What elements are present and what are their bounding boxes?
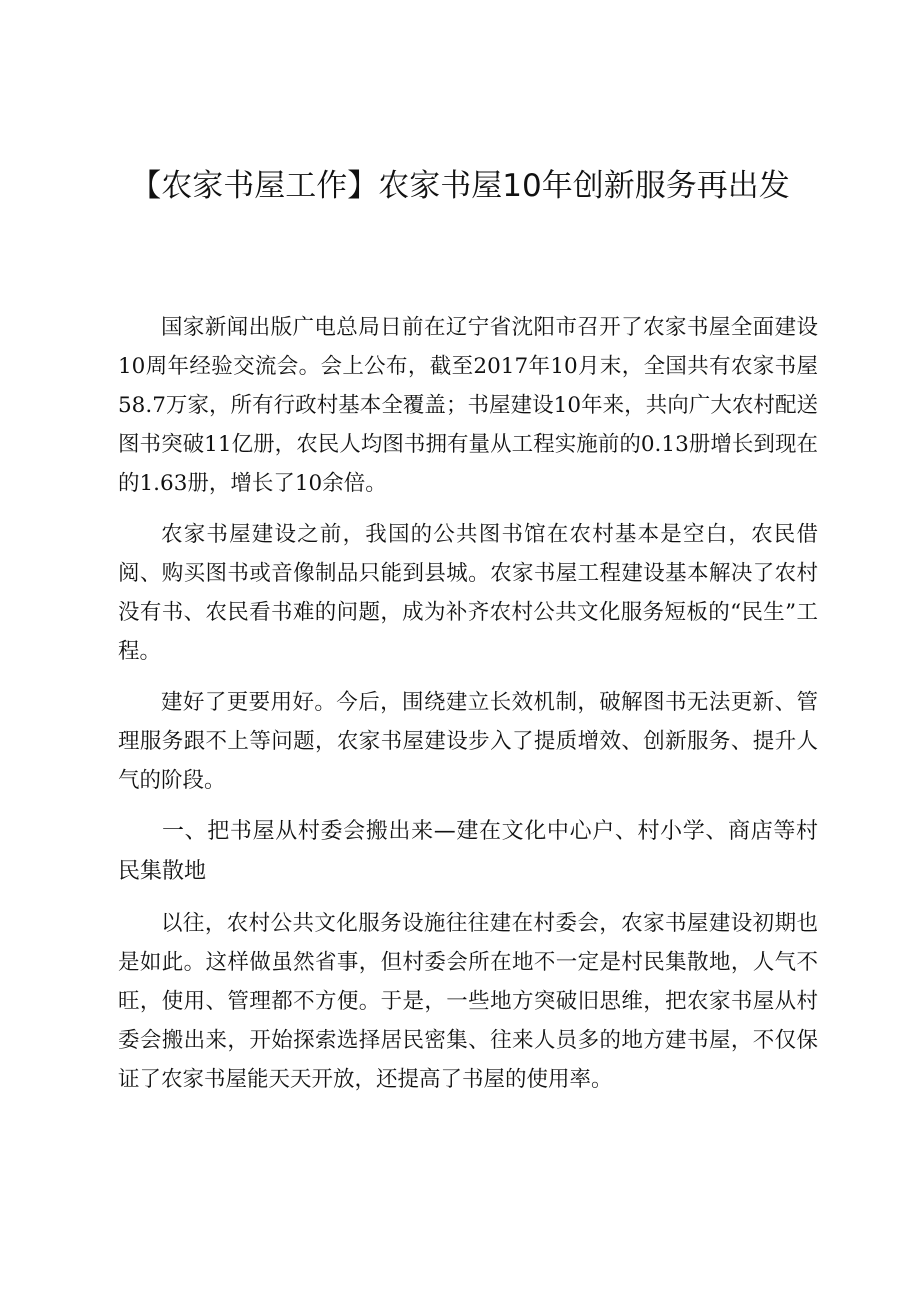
- paragraph-3: 建好了更要用好。今后，围绕建立长效机制，破解图书无法更新、管理服务跟不上等问题，农家书屋建设步入了提质增效、创新服务、提升人气的阶段。: [118, 690, 818, 793]
- document-title: 【农家书屋工作】农家书屋10年创新服务再出发: [130, 168, 790, 204]
- paragraph-1: 国家新闻出版广电总局日前在辽宁省沈阳市召开了农家书屋全面建设10周年经验交流会。会上公布，截至2017年10月末，全国共有农家书屋58.7万家，所有行政村基本全覆盖；书屋建设10年来，共向广大农村配送图书突破11亿册，农民人均图书拥有量从工程实施前的0.13册增长到现在的1.63册，增长了10余倍。: [118, 315, 818, 496]
- section-heading-1: 一、把书屋从村委会搬出来—建在文化中心户、村小学、商店等村民集散地: [118, 819, 818, 884]
- paragraph-4: 以往，农村公共文化服务设施往往建在村委会，农家书屋建设初期也是如此。这样做虽然省事，但村委会所在地不一定是村民集散地，人气不旺，使用、管理都不方便。于是，一些地方突破旧思维，把农家书屋从村委会搬出来，开始探索选择居民密集、往来人员多的地方建书屋，不仅保证了农家书屋能天天开放，还提高了书屋的使用率。: [118, 911, 818, 1092]
- document-body: [118, 308, 818, 1111]
- paragraph-2: 农家书屋建设之前，我国的公共图书馆在农村基本是空白，农民借阅、购买图书或音像制品只能到县城。农家书屋工程建设基本解决了农村没有书、农民看书难的问题，成为补齐农村公共文化服务短板的“民生”工程。: [118, 522, 818, 664]
